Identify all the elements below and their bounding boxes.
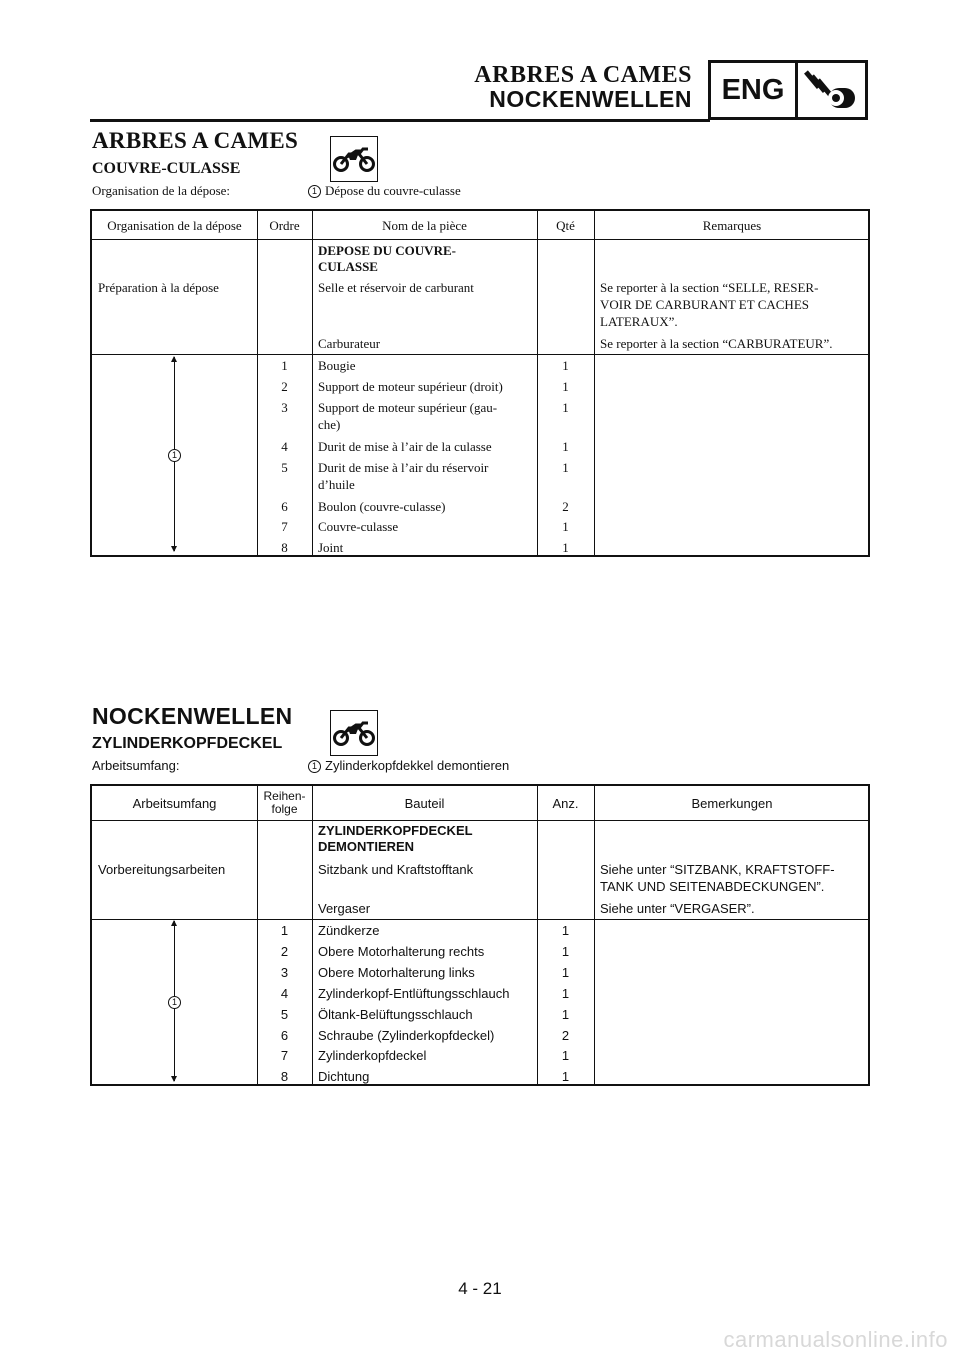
de-item-name: Dichtung — [318, 1069, 370, 1084]
fr-prep-name: Selle et réservoir de carburant — [318, 280, 474, 295]
de-org-label: Arbeitsumfang: — [92, 758, 180, 773]
de-organisation — [92, 758, 509, 773]
de-col-header: Arbeitsumfang — [132, 795, 217, 811]
de-prep-remark-line: Siehe unter “VERGASER”. — [600, 901, 755, 916]
fr-item-order: 8 — [281, 540, 288, 555]
de-prep-title-line: DEMONTIEREN — [318, 839, 415, 854]
de-col-header: Anz. — [552, 795, 579, 811]
de-subheading: ZYLINDERKOPFDECKEL — [92, 735, 283, 752]
fr-item-qty: 1 — [562, 439, 569, 454]
fr-col-header: Ordre — [269, 217, 300, 233]
fr-prep-title-line: DEPOSE DU COUVRE- — [318, 243, 456, 258]
fr-item-qty: 2 — [562, 499, 569, 514]
de-header-divider — [92, 820, 868, 821]
header-title-de: NOCKENWELLEN — [489, 86, 692, 112]
de-prep-title-line: ZYLINDERKOPFDECKEL — [318, 823, 473, 838]
fr-item-name: che) — [318, 417, 341, 432]
fr-item-order: 1 — [281, 358, 288, 373]
fr-prep-remark-line: Se reporter à la section “SELLE, RESER- — [600, 280, 819, 295]
section-badge-label: ENG — [711, 63, 798, 117]
de-org-marker: 1 — [308, 760, 321, 773]
de-item-order: 8 — [280, 1069, 289, 1084]
de-item-qty: 2 — [561, 1028, 570, 1043]
fr-item-qty: 1 — [562, 540, 569, 555]
de-col-divider — [312, 786, 313, 1084]
fr-item-order: 4 — [281, 439, 288, 454]
fr-item-name: Joint — [318, 540, 344, 555]
de-col-divider — [594, 786, 595, 1084]
fr-item-name: Support de moteur supérieur (gau- — [318, 400, 498, 415]
fr-item-order: 6 — [281, 499, 288, 514]
fr-range-marker: 1 — [168, 449, 181, 462]
fr-organisation — [92, 183, 461, 199]
de-prep-label: Vorbereitungsarbeiten — [98, 862, 226, 877]
fr-org-marker: 1 — [308, 185, 321, 198]
section-badge — [708, 60, 868, 120]
fr-item-name: Couvre-culasse — [318, 519, 399, 534]
fr-item-name: Bougie — [318, 358, 356, 373]
fr-item-order: 5 — [281, 460, 288, 475]
de-org-value: Zylinderkopfdekkel demontieren — [325, 758, 510, 773]
de-item-order: 7 — [280, 1048, 289, 1063]
header-rule — [90, 119, 710, 122]
page-number: 4 - 21 — [458, 1279, 502, 1298]
de-item-qty: 1 — [561, 923, 570, 938]
fr-item-order: 2 — [281, 379, 288, 394]
motorcycle-icon — [330, 710, 378, 756]
de-item-qty: 1 — [561, 1069, 570, 1084]
fr-item-qty: 1 — [562, 358, 569, 373]
de-item-name: Öltank-Belüftungsschlauch — [318, 1007, 473, 1022]
engine-camshaft-icon — [798, 63, 865, 117]
de-item-name: Zündkerze — [318, 923, 380, 938]
de-item-qty: 1 — [561, 965, 570, 980]
de-range-marker: 1 — [168, 996, 181, 1009]
de-prep-remark-line: TANK UND SEITENABDECKUNGEN”. — [600, 879, 825, 894]
de-col-header: Bemerkungen — [691, 795, 773, 811]
de-item-qty: 1 — [561, 986, 570, 1001]
de-removal-table — [90, 784, 870, 1086]
fr-heading: ARBRES A CAMES — [92, 128, 299, 153]
de-item-qty: 1 — [561, 1048, 570, 1063]
de-item-order: 1 — [280, 923, 289, 938]
fr-prep-remark-line: VOIR DE CARBURANT ET CACHES — [600, 297, 809, 312]
de-prep-name: Vergaser — [318, 901, 371, 916]
fr-subheading: COUVRE-CULASSE — [92, 160, 241, 177]
de-item-order: 3 — [280, 965, 289, 980]
de-item-order: 5 — [280, 1007, 289, 1022]
fr-item-name: Support de moteur supérieur (droit) — [318, 379, 503, 394]
fr-org-value: Dépose du couvre-culasse — [325, 183, 461, 198]
fr-item-name: Durit de mise à l’air du réservoir — [318, 460, 489, 475]
header-title-fr: ARBRES A CAMES — [474, 62, 692, 88]
fr-prep-remark-line: LATERAUX”. — [600, 314, 678, 329]
fr-col-divider — [594, 211, 595, 555]
fr-removal-table — [90, 209, 870, 557]
fr-item-order: 7 — [281, 519, 288, 534]
fr-prep-label: Préparation à la dépose — [98, 280, 219, 295]
de-item-name: Schraube (Zylinderkopfdeckel) — [318, 1028, 495, 1043]
fr-item-name: d’huile — [318, 477, 355, 492]
fr-header-divider — [92, 239, 868, 240]
fr-prep-divider — [92, 354, 868, 355]
fr-item-qty: 1 — [562, 519, 569, 534]
motorcycle-icon — [330, 136, 378, 182]
fr-col-header: Remarques — [702, 217, 762, 233]
de-item-order: 4 — [280, 986, 289, 1001]
fr-item-qty: 1 — [562, 460, 569, 475]
de-prep-remark-line: Siehe unter “SITZBANK, KRAFTSTOFF- — [600, 862, 835, 877]
de-heading: NOCKENWELLEN — [92, 703, 293, 729]
de-item-name: Obere Motorhalterung rechts — [318, 944, 485, 959]
de-item-name: Obere Motorhalterung links — [318, 965, 475, 980]
fr-item-qty: 1 — [562, 400, 569, 415]
de-prep-name: Sitzbank und Kraftstofftank — [318, 862, 474, 877]
fr-prep-remark-line: Se reporter à la section “CARBURATEUR”. — [600, 336, 833, 351]
fr-org-label: Organisation de la dépose: — [92, 183, 231, 198]
watermark: carmanualsonline.info — [723, 1327, 948, 1352]
de-item-qty: 1 — [561, 944, 570, 959]
fr-item-qty: 1 — [562, 379, 569, 394]
de-item-qty: 1 — [561, 1007, 570, 1022]
de-item-name: Zylinderkopfdeckel — [318, 1048, 427, 1063]
de-item-order: 2 — [280, 944, 289, 959]
fr-item-name: Durit de mise à l’air de la culasse — [318, 439, 492, 454]
de-col-header: Reihen- folge — [263, 789, 306, 816]
de-item-order: 6 — [280, 1028, 289, 1043]
de-item-name: Zylinderkopf-Entlüftungsschlauch — [318, 986, 510, 1001]
fr-col-header: Nom de la pièce — [382, 217, 467, 233]
fr-item-name: Boulon (couvre-culasse) — [318, 499, 446, 514]
de-col-header: Bauteil — [404, 795, 445, 811]
fr-prep-name: Carburateur — [318, 336, 381, 351]
fr-col-divider — [312, 211, 313, 555]
de-prep-divider — [92, 919, 868, 920]
fr-prep-title-line: CULASSE — [318, 259, 378, 274]
fr-col-header: Organisation de la dépose — [107, 217, 242, 233]
fr-item-order: 3 — [281, 400, 288, 415]
fr-col-header: Qté — [556, 217, 575, 233]
